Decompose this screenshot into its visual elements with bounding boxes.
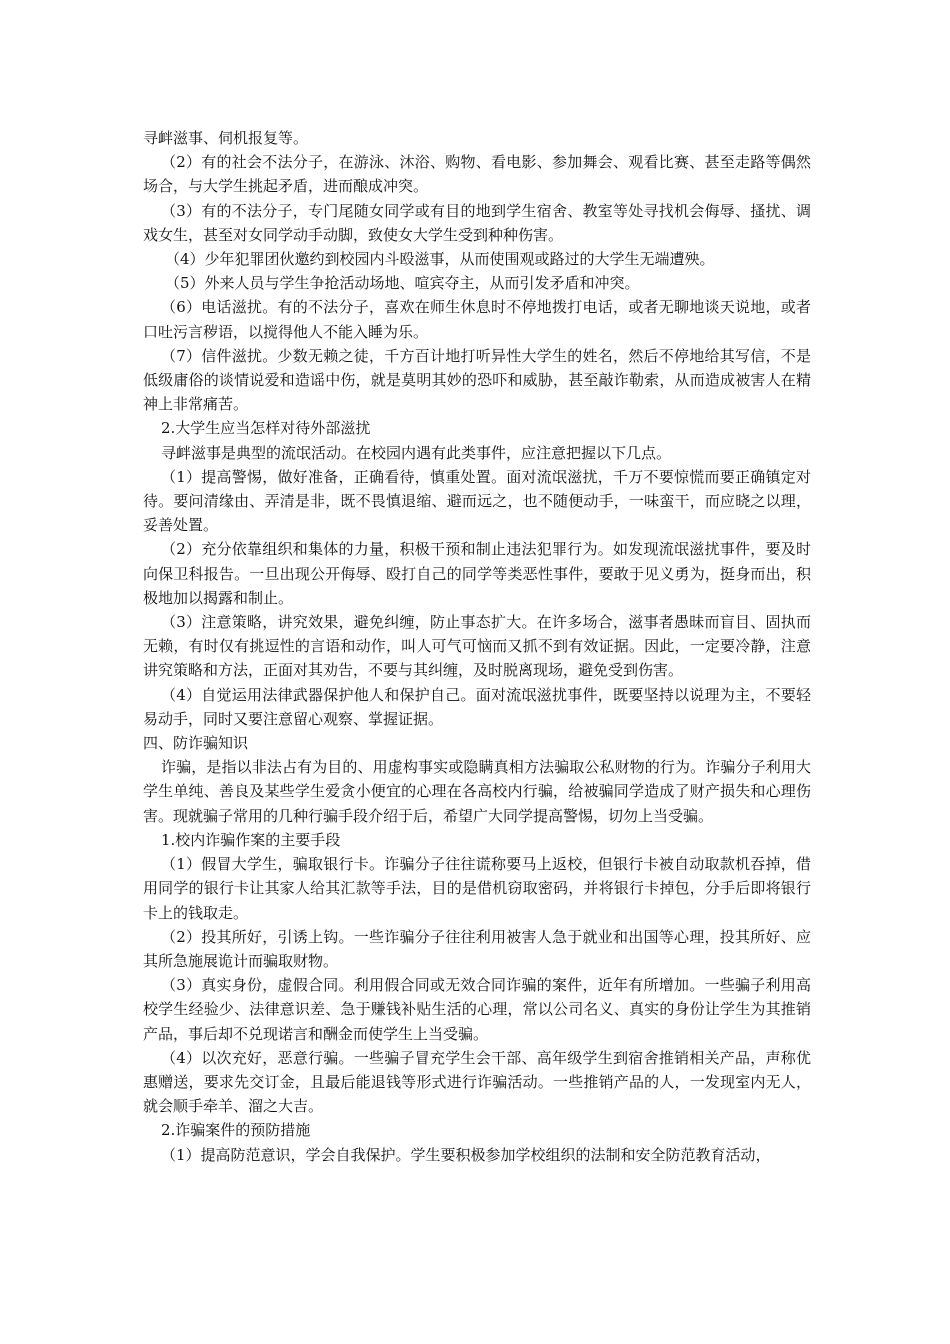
paragraph-4: （5）外来人员与学生争抢活动场地、喧宾夺主，从而引发矛盾和冲突。 bbox=[165, 274, 640, 293]
section-heading-4: 四、防诈骗知识 bbox=[143, 734, 249, 753]
paragraph-1: （2）有的社会不法分子，在游泳、沐浴、购物、看电影、参加舞会、观看比赛、甚至走路等偶然场合，与大学生挑起矛盾，进而酿成冲突。 bbox=[143, 153, 811, 196]
paragraph-3: （4）少年犯罪团伙邀约到校园内斗殴滋事，从而使围观或路过的大学生无端遭殃。 bbox=[165, 250, 715, 269]
paragraph-21: （1）提高防范意识，学会自我保护。学生要积极参加学校组织的法制和安全防范教育活动， bbox=[161, 1145, 771, 1164]
paragraph-0: 寻衅滋事、伺机报复等。 bbox=[143, 129, 309, 147]
subsection-heading-1: 1.校内诈骗作案的主要手段 bbox=[161, 830, 341, 849]
section-heading-2: 2.大学生应当怎样对待外部滋扰 bbox=[161, 419, 371, 438]
paragraph-17: （2）投其所好，引诱上钩。一些诈骗分子往往利用被害人急于就业和出国等心理，投其所好、应其所急施展诡计而骗取财物。 bbox=[143, 927, 811, 970]
paragraph-18: （3）真实身份，虚假合同。利用假合同或无效合同诈骗的案件，近年有所增加。一些骗子利用高校学生经验少、法律意识差、急于赚钱补贴生活的心理，常以公司名义、真实的身份让学生为其推销产品，事后却不兑现诺言和酬金而使学生上当受骗。 bbox=[143, 976, 811, 1043]
paragraph-11: （3）注意策略，讲究效果，避免纠缠，防止事态扩大。在许多场合，滋事者愚昧而盲目、固执而无赖，有时仅有挑逗性的言语和动作，叫人可气可恼而又抓不到有效证据。因此，一定要冷静，注意讲究策略和方法，正面对其劝告，不要与其纠缠，及时脱离现场，避免受到伤害。 bbox=[143, 613, 811, 680]
paragraph-9: （1）提高警惕，做好准备，正确看待，慎重处置。面对流氓滋扰，千万不要惊慌而要正确镇定对待。要问清缘由、弄清是非，既不畏慎退缩、避而远之，也不随便动手，一味蛮干，而应晓之以理，妥善处置。 bbox=[143, 467, 811, 535]
paragraph-5: （6）电话滋扰。有的不法分子，喜欢在师生休息时不停地拨打电话，或者无聊地谈天说地，或者口吐污言秽语，以搅得他人不能入睡为乐。 bbox=[143, 298, 811, 341]
paragraph-16: （1）假冒大学生，骗取银行卡。诈骗分子往往谎称要马上返校，但银行卡被自动取款机吞掉，借用同学的银行卡让其家人给其汇款等手法，目的是借机窃取密码，并将银行卡掉包，分手后即将银行卡上的钱取走。 bbox=[143, 855, 811, 922]
paragraph-14: 诈骗，是指以非法占有为目的、用虚构事实或隐瞒真相方法骗取公私财物的行为。诈骗分子利用大学生单纯、善良及某些学生爱贪小便宜的心理在各高校内行骗，给被骗同学造成了财产损失和心理伤害。现就骗子常用的几种行骗手段介绍于后，希望广大同学提高警惕，切勿上当受骗。 bbox=[143, 758, 811, 825]
paragraph-12: （4）自觉运用法律武器保护他人和保护自己。面对流氓滋扰事件，既要坚持以说理为主，不要轻易动手，同时又要注意留心观察、掌握证据。 bbox=[143, 685, 811, 728]
paragraph-10: （2）充分依靠组织和集体的力量，积极干预和制止违法犯罪行为。如发现流氓滋扰事件，要及时向保卫科报告。一旦出现公开侮辱、殴打自己的同学等类恶性事件，要敢于见义勇为，挺身而出，积极地加以揭露和制止。 bbox=[143, 540, 811, 607]
paragraph-2: （3）有的不法分子，专门尾随女同学或有目的地到学生宿舍、教室等处寻找机会侮辱、搔扰、调戏女生，甚至对女同学动手动脚，致使女大学生受到种种伤害。 bbox=[143, 201, 811, 244]
document-body bbox=[143, 126, 811, 1167]
paragraph-6: （7）信件滋扰。少数无赖之徒，千方百计地打听异性大学生的姓名，然后不停地给其写信，不是低级庸俗的谈情说爱和造谣中伤，就是莫明其妙的恐吓和威胁，甚至敲诈勒索，从而造成被害人在精神上非常痛苦。 bbox=[143, 346, 811, 414]
paragraph-8: 寻衅滋事是典型的流氓活动。在校园内遇有此类事件，应注意把握以下几点。 bbox=[161, 443, 672, 462]
paragraph-19: （4）以次充好，恶意行骗。一些骗子冒充学生会干部、高年级学生到宿舍推销相关产品，声称优惠赠送，要求先交订金，且最后能退钱等形式进行诈骗活动。一些推销产品的人，一发现室内无人，就会顺手牵羊、溜之大吉。 bbox=[143, 1048, 811, 1116]
subsection-heading-2: 2.诈骗案件的预防措施 bbox=[161, 1121, 311, 1140]
